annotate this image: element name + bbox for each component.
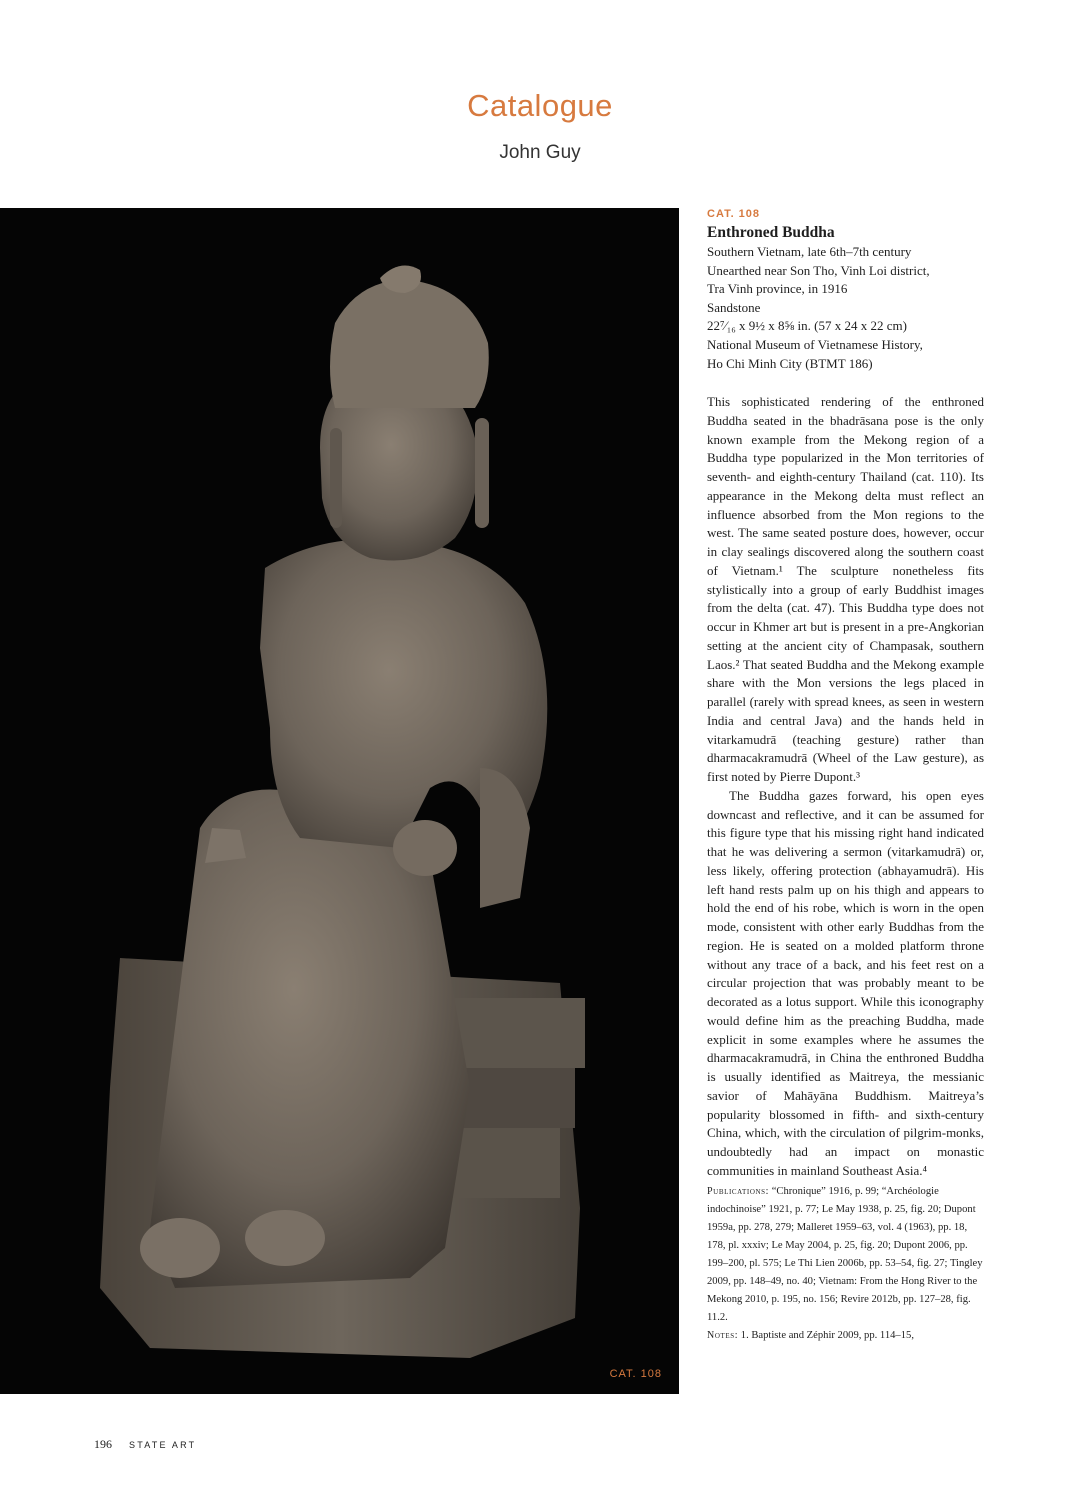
object-title: Enthroned Buddha bbox=[707, 224, 835, 241]
buddha-sculpture-image bbox=[0, 208, 679, 1394]
publications-label: Publications: bbox=[707, 1185, 770, 1197]
author-name: John Guy bbox=[499, 142, 581, 163]
catalogue-number: CAT. 108 bbox=[707, 208, 761, 220]
references bbox=[707, 1183, 984, 1345]
entry-body bbox=[707, 393, 984, 1181]
meta-line: Ho Chi Minh City (BTMT 186) bbox=[707, 355, 873, 371]
section-name: STATE ART bbox=[129, 1440, 197, 1450]
body-paragraph: The Buddha gazes forward, his open eyes downcast and reflective, and it can be assumed for this figure type that his missing right hand indicated that he was delivering a sermon (vitarkamudrā) or, less likely, offering protection (abhayamudrā). His left hand rests palm up on his thigh and appears to hold the end of his robe, which is worn in the open mode, consistent with other early Buddhas from the region. He is seated on a molded platform throne without any trace of a back, and his feet rest on a circular projection that was probably meant to be decorated as a lotus support. While this iconography would define him as the preaching Buddha, made explicit in some examples where he assumes the dharmacakramudrā, in China the enthroned Buddha is usually identified as Maitreya, the messianic savior of Mahāyāna Buddhism. Maitreya’s popularity blossomed in fifth- and sixth-century China, which, with the circulation of pilgrim-monks, undoubtedly had an impact on monastic communities in mainland Southeast Asia.⁴ bbox=[707, 787, 984, 1178]
meta-line: Tra Vinh province, in 1916 bbox=[707, 281, 848, 297]
page-number: 196 bbox=[94, 1437, 112, 1451]
meta-line: Southern Vietnam, late 6th–7th century bbox=[707, 244, 912, 259]
photo-caption: CAT. 108 bbox=[609, 1368, 662, 1380]
meta-line: 22⁷⁄₁₆ x 9½ x 8⅝ in. (57 x 24 x 22 cm) bbox=[707, 318, 907, 334]
object-metadata bbox=[707, 243, 984, 373]
meta-line: Unearthed near Son Tho, Vinh Loi district, bbox=[707, 262, 930, 278]
sculpture-illustration bbox=[0, 208, 679, 1394]
page-footer bbox=[94, 1437, 196, 1452]
notes-label: Notes: bbox=[707, 1329, 739, 1341]
page-title: Catalogue bbox=[467, 88, 613, 123]
body-paragraph: This sophisticated rendering of the enthroned Buddha seated in the bhadrāsana pose is the only known example from the Mekong region of a Buddha type popularized in the Mon territories of seventh- and eighth-century Thailand (cat. 110). Its appearance in the Mekong delta must reflect an influence absorbed from the Mon regions to the west. The same seated posture does, however, occur in clay sealings discovered along the southern coast of Vietnam.¹ The sculpture nonetheless fits stylistically into a group of early Buddhist images from the delta (cat. 47). This Buddha type does not occur in Khmer art but is present in a pre-Angkorian setting at the ancient city of Champasak, southern Laos.² That seated Buddha and the Mekong example share with the Mon versions the legs placed in parallel (rarely with spread knees, as seen in western India and central Java) and the hands held in vitarkamudrā (teaching gesture) rather than dharmacakramudrā (Wheel of the Law gesture), as first noted by Pierre Dupont.³ bbox=[707, 394, 984, 785]
catalogue-entry bbox=[707, 206, 984, 1345]
notes-text: 1. Baptiste and Zéphir 2009, pp. 114–15, bbox=[740, 1329, 914, 1341]
publications-text: “Chronique” 1916, p. 99; “Archéologie indochinoise” 1921, p. 77; Le May 1938, p. 25, fig. 20; Dupont 1959a, pp. 278, 279; Malleret 1959–63, vol. 4 (1963), pp. 18, 178, pl. xxxiv; Le May 2004, p. 25, fig. 20; Dupont 2006, pp. 199–200, pl. 575; Le Thi Lien 2006b, pp. 53–54, fig. 27; Tingley 2009, pp. 148–49, no. 40; Vietnam: From the Hong River to the Mekong 2010, p. 195, no. 156; Revire 2012b, pp. 127–28, fig. 11.2. bbox=[707, 1185, 983, 1323]
meta-line: Sandstone bbox=[707, 299, 761, 315]
meta-line: National Museum of Vietnamese History, bbox=[707, 336, 923, 352]
